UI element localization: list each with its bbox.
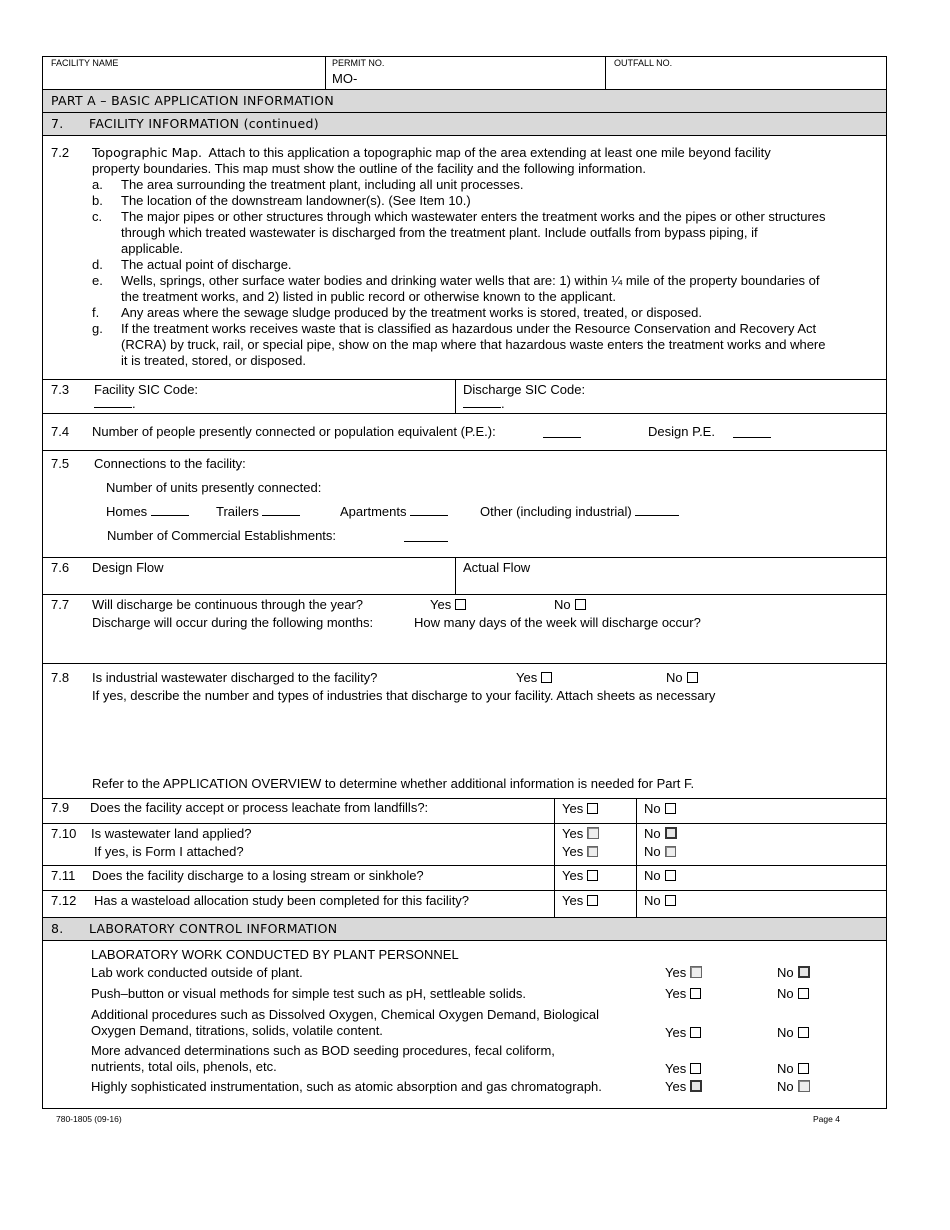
application-overview-note: Refer to the APPLICATION OVERVIEW to determine whether additional information is needed for Part F. <box>92 776 695 791</box>
checkbox[interactable] <box>455 599 466 610</box>
population-label: Number of people presently connected or population equivalent (P.E.): <box>92 424 496 439</box>
checkbox[interactable] <box>798 1027 809 1038</box>
land-applied-no[interactable]: No <box>644 826 677 841</box>
facility-sic-cell <box>43 380 455 413</box>
list-letter: e. <box>92 273 103 288</box>
item-7-5-number: 7.5 <box>51 456 70 471</box>
item-7-7 <box>43 594 886 663</box>
list-line: it is treated, stored, or disposed. <box>121 353 306 368</box>
land-applied-yes[interactable]: Yes <box>562 826 599 841</box>
commercial-input[interactable] <box>404 530 448 542</box>
wasteload-yes[interactable]: Yes <box>562 893 598 908</box>
topo-map-list-item <box>92 193 826 209</box>
checkbox[interactable] <box>798 1063 809 1074</box>
lab-heading: LABORATORY WORK CONDUCTED BY PLANT PERSONNEL <box>91 947 459 962</box>
item-7-2-intro: Attach to this application a topographic map of the area extending at least one mile beyond facility <box>208 145 771 160</box>
list-text <box>121 257 292 273</box>
lab-row-text: Oxygen Demand, titrations, solids, volatile content. <box>91 1023 383 1038</box>
section-7-number: 7. <box>51 116 64 131</box>
lab-row-text: nutrients, total oils, phenols, etc. <box>91 1059 277 1074</box>
checkbox[interactable] <box>690 988 701 999</box>
list-text <box>121 273 820 305</box>
topo-map-list-item <box>92 305 826 321</box>
list-letter: c. <box>92 209 103 224</box>
lab-row-text: Lab work conducted outside of plant. <box>91 965 303 980</box>
topo-map-list-item <box>92 177 826 193</box>
item-7-10 <box>43 823 886 865</box>
checkbox[interactable] <box>587 827 599 839</box>
item-7-6-number: 7.6 <box>51 560 70 575</box>
topo-map-list <box>92 177 826 369</box>
actual-flow-cell[interactable] <box>455 558 886 594</box>
item-7-3-number: 7.3 <box>51 382 70 397</box>
list-letter: g. <box>92 321 103 336</box>
list-line: through which treated wastewater is discharged from the treatment plant. Include outfalls from bypass piping, if <box>121 225 758 240</box>
checkbox[interactable] <box>587 846 598 857</box>
population-input[interactable] <box>543 426 581 438</box>
checkbox[interactable] <box>587 870 598 881</box>
industrial-no[interactable]: No <box>666 670 698 685</box>
item-7-12 <box>43 890 886 917</box>
other-field[interactable]: Other (including industrial) <box>480 504 679 519</box>
land-applied-question: Is wastewater land applied? <box>91 826 252 841</box>
form-i-no[interactable]: No <box>644 844 676 859</box>
list-line: The area surrounding the treatment plant, including all unit processes. <box>121 177 524 192</box>
months-label: Discharge will occur during the following months: <box>92 615 374 630</box>
item-7-5 <box>43 450 886 557</box>
item-7-8 <box>43 663 886 798</box>
section-8-title: LABORATORY CONTROL INFORMATION <box>89 921 338 936</box>
continuous-no[interactable]: No <box>554 597 586 612</box>
list-line: The major pipes or other structures through which wastewater enters the treatment works and the pipes or other structures <box>121 209 826 224</box>
discharge-sic-label: Discharge SIC Code: <box>463 382 586 397</box>
checkbox[interactable] <box>665 870 676 881</box>
item-7-10-number: 7.10 <box>51 826 77 841</box>
checkbox[interactable] <box>690 966 702 978</box>
item-7-2 <box>43 135 886 379</box>
checkbox[interactable] <box>798 988 809 999</box>
lab-row-no[interactable]: No <box>777 1061 809 1076</box>
list-text <box>121 193 471 209</box>
list-line: If the treatment works receives waste that is classified as hazardous under the Resource Conservation and Recovery Act <box>121 321 817 336</box>
design-pe-label: Design P.E. <box>648 424 715 439</box>
application-form <box>42 56 887 1109</box>
leachate-question: Does the facility accept or process leachate from landfills?: <box>90 800 429 815</box>
leachate-yes[interactable]: Yes <box>562 801 598 816</box>
list-text <box>121 305 702 321</box>
wasteload-question: Has a wasteload allocation study been completed for this facility? <box>94 893 470 908</box>
lab-row-yes[interactable]: Yes <box>665 1061 701 1076</box>
part-a-title: PART A – BASIC APPLICATION INFORMATION <box>51 93 334 108</box>
item-7-8-number: 7.8 <box>51 670 70 685</box>
list-letter: a. <box>92 177 103 192</box>
section-8-header <box>43 917 886 940</box>
list-line: Wells, springs, other surface water bodies and drinking water wells that are: 1) within ¼ mile of the property boundaries of <box>121 273 820 288</box>
lab-row-no[interactable]: No <box>777 1025 809 1040</box>
item-7-4-number: 7.4 <box>51 424 70 439</box>
outfall-no-label: OUTFALL NO. <box>614 58 673 68</box>
item-7-2-text <box>92 145 826 369</box>
list-text <box>121 321 826 369</box>
item-7-3 <box>43 379 886 413</box>
lab-row-yes[interactable]: Yes <box>665 965 702 980</box>
list-line: (RCRA) by truck, rail, or special pipe, show on the map where that hazardous waste enters the treatment works and where <box>121 337 826 352</box>
list-line: Any areas where the sewage sludge produced by the treatment works is stored, treated, or disposed. <box>121 305 702 320</box>
permit-no-field[interactable] <box>325 57 605 89</box>
facility-sic-input[interactable]: . <box>94 396 136 411</box>
facility-name-label: FACILITY NAME <box>51 58 119 68</box>
trailers-field[interactable]: Trailers <box>216 504 300 519</box>
checkbox[interactable] <box>690 1080 702 1092</box>
item-7-2-intro-2: property boundaries. This map must show the outline of the facility and the following information. <box>92 161 647 176</box>
list-line: applicable. <box>121 241 184 256</box>
losing-stream-no[interactable]: No <box>644 868 676 883</box>
losing-stream-yes[interactable]: Yes <box>562 868 598 883</box>
item-7-9-number: 7.9 <box>51 800 70 815</box>
lab-row-text: Additional procedures such as Dissolved Oxygen, Chemical Oxygen Demand, Biological <box>91 1007 599 1022</box>
design-flow-cell[interactable] <box>43 558 455 594</box>
item-7-11 <box>43 865 886 890</box>
discharge-sic-input[interactable]: . <box>463 396 505 411</box>
continuous-question: Will discharge be continuous through the year? <box>92 597 363 612</box>
list-text <box>121 177 524 193</box>
facility-sic-label: Facility SIC Code: <box>94 382 199 397</box>
section-8-number: 8. <box>51 921 64 936</box>
item-7-6 <box>43 557 886 594</box>
industrial-yes[interactable]: Yes <box>516 670 552 685</box>
form-i-yes[interactable]: Yes <box>562 844 598 859</box>
homes-field[interactable]: Homes <box>106 504 189 519</box>
checkbox[interactable] <box>541 672 552 683</box>
list-letter: d. <box>92 257 103 272</box>
days-label: How many days of the week will discharge occur? <box>414 615 701 630</box>
apartments-field[interactable]: Apartments <box>340 504 448 519</box>
lab-row-no[interactable]: No <box>777 1079 810 1094</box>
topo-map-list-item <box>92 273 826 305</box>
lab-row-text: Highly sophisticated instrumentation, such as atomic absorption and gas chromatograph. <box>91 1079 602 1094</box>
lab-row-no[interactable]: No <box>777 986 809 1001</box>
checkbox[interactable] <box>798 966 810 978</box>
checkbox[interactable] <box>587 895 598 906</box>
part-a-header <box>43 89 886 112</box>
list-line: the treatment works, and 2) listed in public record or otherwise known to the applicant. <box>121 289 616 304</box>
checkbox[interactable] <box>687 672 698 683</box>
form-i-question: If yes, is Form I attached? <box>94 844 244 859</box>
commercial-label: Number of Commercial Establishments: <box>107 528 337 543</box>
topo-map-list-item <box>92 321 826 369</box>
checkbox[interactable] <box>690 1027 701 1038</box>
list-line: The actual point of discharge. <box>121 257 292 272</box>
checkbox[interactable] <box>665 895 676 906</box>
lab-row-text: More advanced determinations such as BOD seeding procedures, fecal coliform, <box>91 1043 555 1058</box>
item-7-11-number: 7.11 <box>51 868 76 883</box>
list-line: The location of the downstream landowner(s). (See Item 10.) <box>121 193 471 208</box>
page-number: Page 4 <box>813 1114 840 1124</box>
units-connected-label: Number of units presently connected: <box>106 480 322 495</box>
permit-no-value: MO- <box>332 71 358 86</box>
form-number: 780-1805 (09-16) <box>56 1114 122 1124</box>
checkbox[interactable] <box>665 803 676 814</box>
checkbox[interactable] <box>665 827 677 839</box>
losing-stream-question: Does the facility discharge to a losing stream or sinkhole? <box>92 868 424 883</box>
wasteload-no[interactable]: No <box>644 893 676 908</box>
checkbox[interactable] <box>665 846 676 857</box>
actual-flow-label: Actual Flow <box>463 560 531 575</box>
checkbox[interactable] <box>798 1080 810 1092</box>
connections-label: Connections to the facility: <box>94 456 246 471</box>
permit-no-label: PERMIT NO. <box>332 58 385 68</box>
lab-row-yes[interactable]: Yes <box>665 1079 702 1094</box>
list-letter: b. <box>92 193 103 208</box>
item-7-2-title: Topographic Map. <box>92 145 203 160</box>
section-7-header <box>43 112 886 135</box>
checkbox[interactable] <box>587 803 598 814</box>
topo-map-list-item <box>92 209 826 257</box>
section-7-title: FACILITY INFORMATION (continued) <box>89 116 319 131</box>
facility-name-field[interactable] <box>43 57 325 89</box>
list-letter: f. <box>92 305 100 320</box>
topo-map-list-item <box>92 257 826 273</box>
lab-row-no[interactable]: No <box>777 965 810 980</box>
item-7-2-number: 7.2 <box>51 145 70 160</box>
lab-row-yes[interactable]: Yes <box>665 1025 701 1040</box>
checkbox[interactable] <box>690 1063 701 1074</box>
lab-row-text: Push–button or visual methods for simple test such as pH, settleable solids. <box>91 986 526 1001</box>
item-7-12-number: 7.12 <box>51 893 77 908</box>
discharge-sic-cell <box>455 380 886 413</box>
laboratory-section <box>43 940 886 1108</box>
item-7-4 <box>43 413 886 450</box>
header-row <box>43 57 886 89</box>
industries-describe: If yes, describe the number and types of industries that discharge to your facility. Attach sheets as necessary <box>92 688 716 703</box>
design-pe-input[interactable] <box>733 426 771 438</box>
leachate-no[interactable]: No <box>644 801 676 816</box>
continuous-yes[interactable]: Yes <box>430 597 466 612</box>
item-7-9 <box>43 798 886 823</box>
item-7-7-number: 7.7 <box>51 597 70 612</box>
industrial-question: Is industrial wastewater discharged to the facility? <box>92 670 378 685</box>
checkbox[interactable] <box>575 599 586 610</box>
design-flow-label: Design Flow <box>92 560 164 575</box>
lab-row-yes[interactable]: Yes <box>665 986 701 1001</box>
outfall-no-field[interactable] <box>605 57 886 89</box>
list-text <box>121 209 826 257</box>
